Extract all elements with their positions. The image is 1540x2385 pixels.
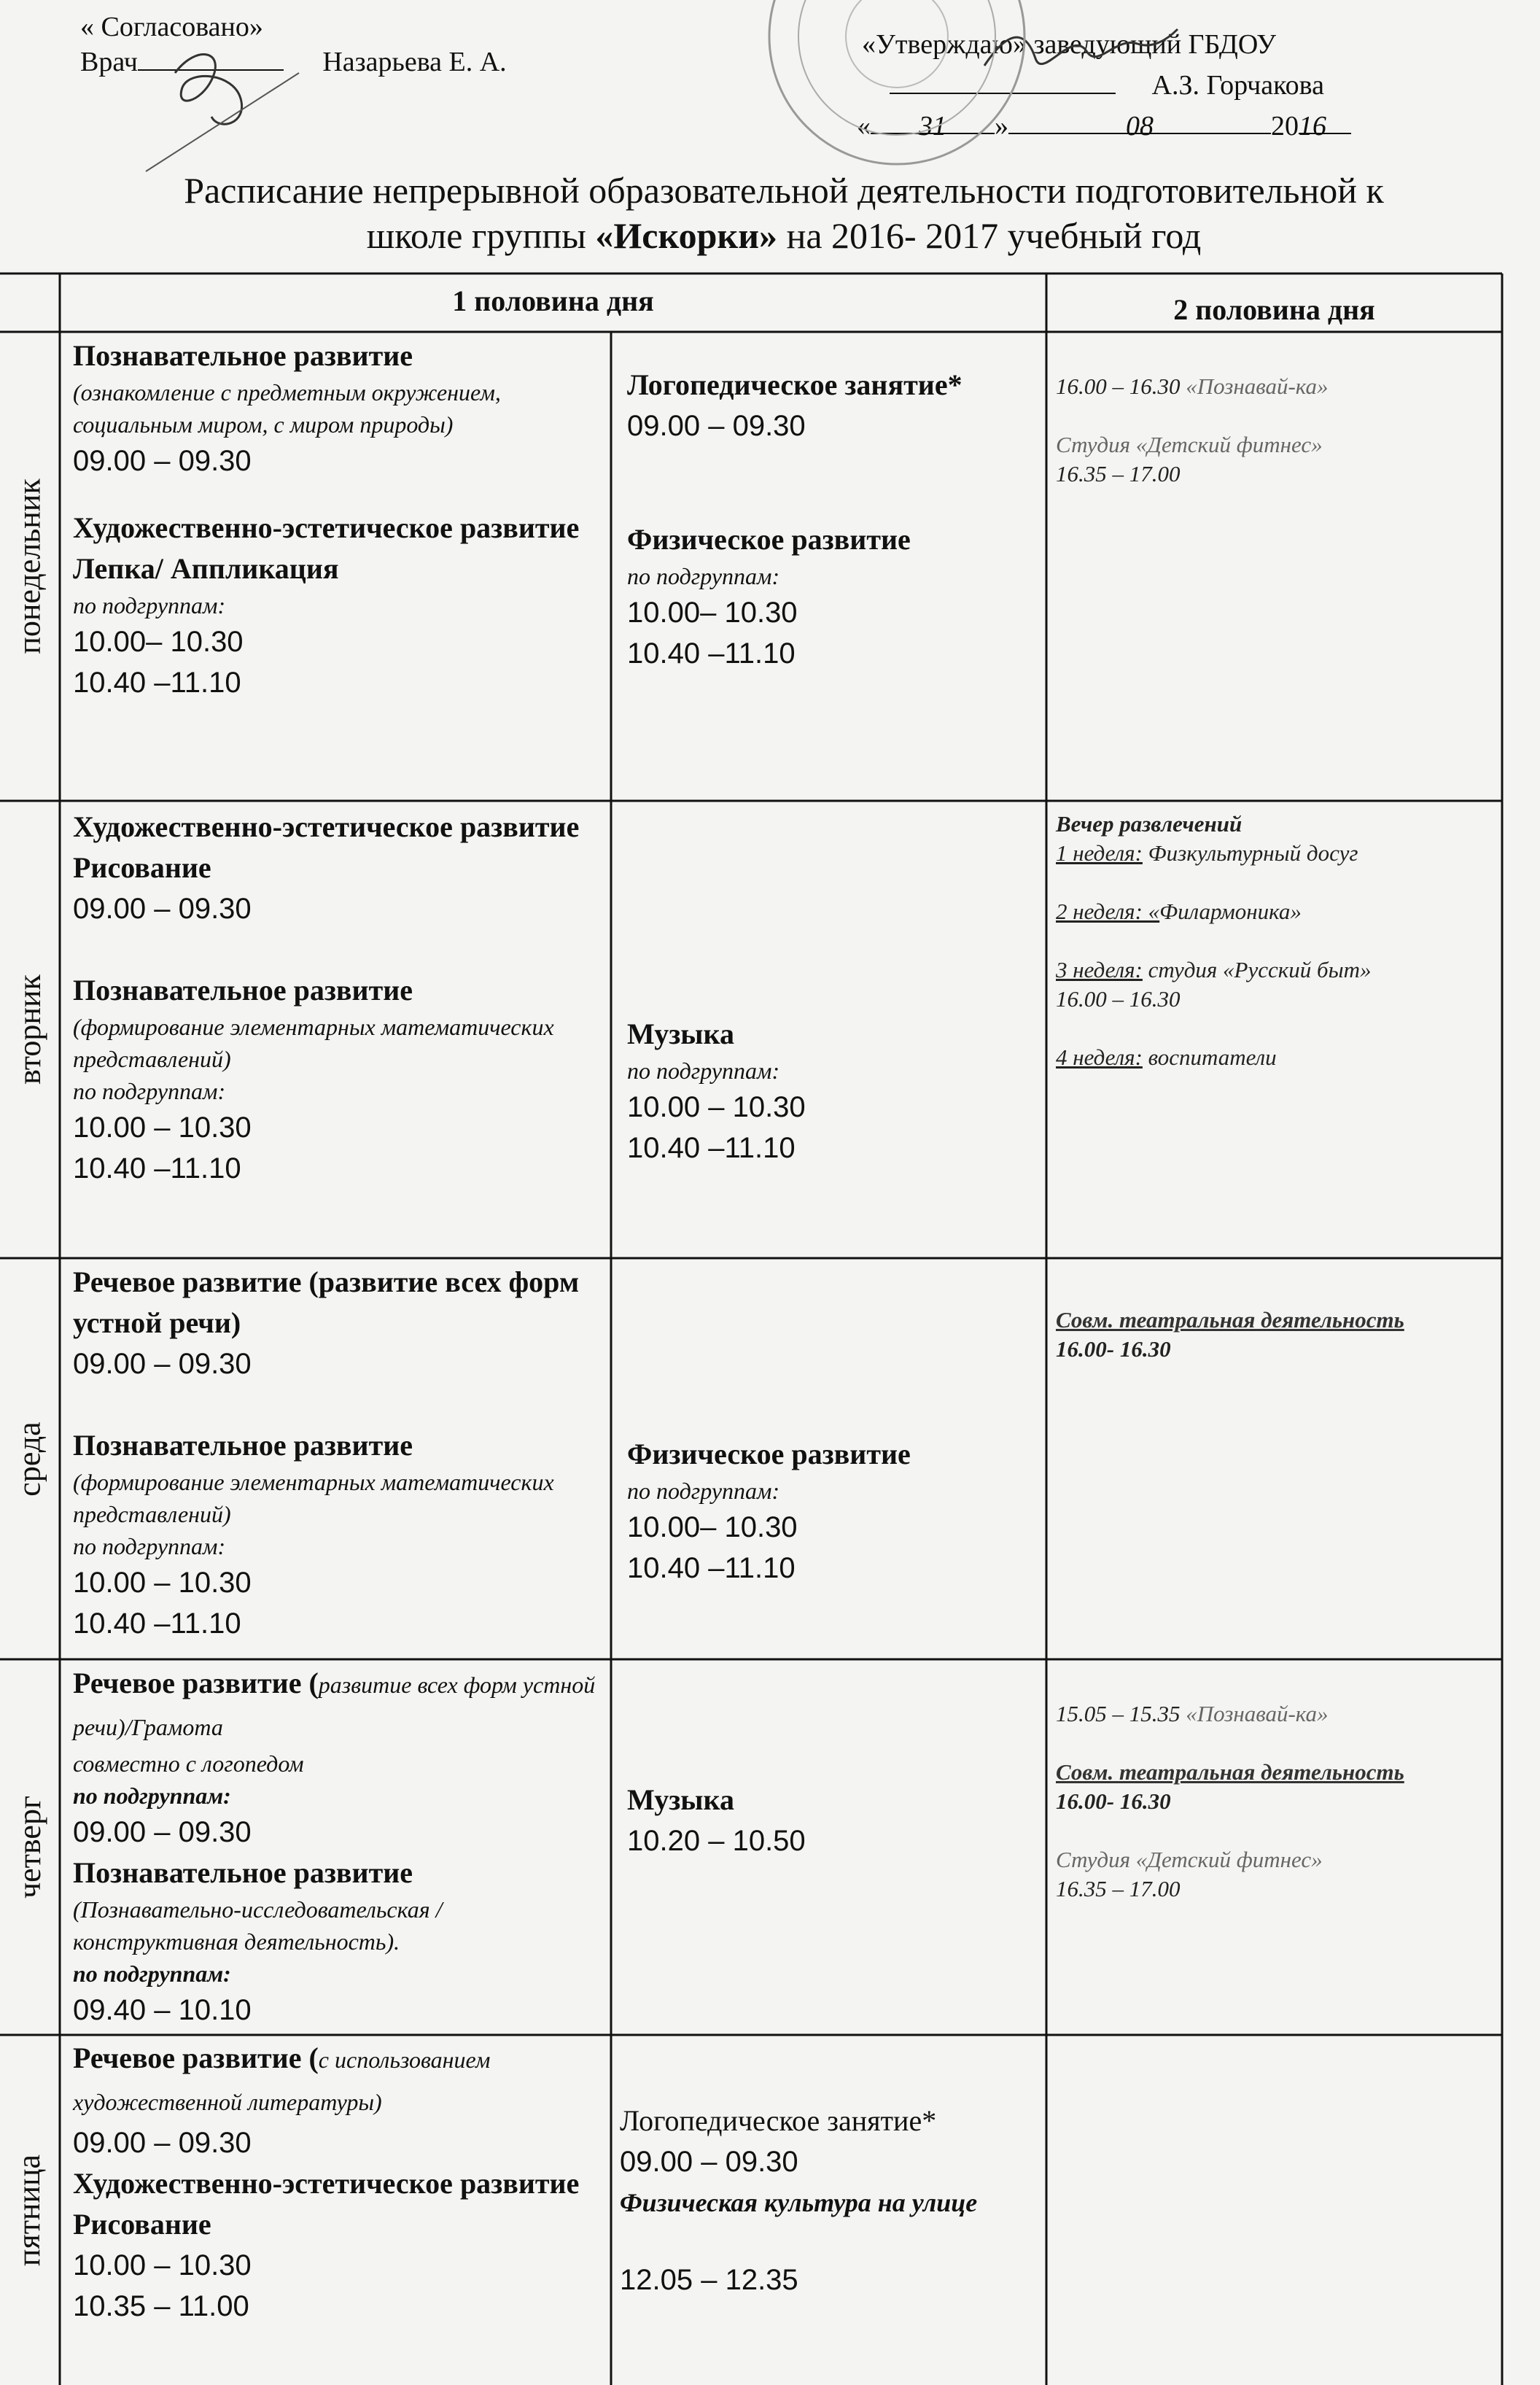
title-line-2-end: на 2016- 2017 учебный год — [777, 215, 1202, 256]
week-text: Филармоника» — [1159, 899, 1302, 924]
date-year-suffix: 16 — [1299, 109, 1351, 134]
activity-time: 10.00 – 10.30 — [73, 1567, 252, 1599]
wednesday-first-half-a — [73, 1262, 591, 1644]
activity-title: Познавательное развитие — [73, 339, 413, 372]
activity-time: 09.00 – 09.30 — [73, 2127, 252, 2159]
monday-second-half — [1056, 372, 1493, 489]
date-day: 31 — [871, 109, 995, 134]
activity-time: 10.00– 10.30 — [627, 597, 798, 629]
activity-time: 09.00 – 09.30 — [73, 1816, 252, 1848]
head-name: А.З. Горчакова — [1151, 70, 1324, 101]
group-name: «Искорки» — [595, 215, 778, 256]
activity-note: по подгруппам: — [627, 1478, 780, 1504]
activity-note: (формирование элементарных математических представлений) — [73, 1469, 554, 1527]
activity-title: Логопедическое занятие* — [620, 2104, 937, 2137]
activity-note: (формирование элементарных математических представлений) — [73, 1014, 554, 1072]
activity-title: Физическое развитие — [627, 1438, 911, 1470]
activity-title: Познавательное развитие — [73, 1856, 413, 1889]
activity-subtitle: Рисование — [73, 851, 211, 884]
activity-time: 10.00 – 10.30 — [73, 1112, 252, 1144]
activity-title: Речевое развитие (с использованием художественной литературы) — [73, 2041, 491, 2115]
activity-time: 10.00 – 10.30 — [627, 1091, 806, 1123]
activity-title: Музыка — [627, 1017, 734, 1050]
date-quote-open: « — [857, 111, 871, 141]
monday-first-half-a — [73, 336, 605, 703]
activity-time: 10.40 –11.10 — [73, 1152, 241, 1184]
activity-subtitle: Лепка/ Аппликация — [73, 552, 339, 585]
week-label: 2 неделя: « — [1056, 899, 1160, 924]
activity-title: Студия «Детский фитнес» — [1056, 1847, 1323, 1872]
activity-title: Совм. театральная деятельность — [1056, 1759, 1404, 1785]
monday-first-half-b — [627, 365, 1035, 674]
week-label: 1 неделя: — [1056, 840, 1143, 866]
activity-title: «Познавай-ка» — [1186, 1701, 1329, 1726]
agreed-label: « Согласовано» — [80, 12, 263, 42]
day-label-tuesday: вторник — [11, 974, 47, 1085]
activity-title: Художественно-эстетическое развитие — [73, 511, 580, 544]
activity-time: 09.00 – 09.30 — [73, 893, 252, 925]
activity-time: 10.40 –11.10 — [627, 1132, 796, 1164]
doctor-name: Назарьева Е. А. — [322, 47, 507, 77]
activity-time: 16.35 – 17.00 — [1056, 461, 1181, 486]
thursday-first-half-b — [627, 1780, 1035, 1861]
activity-title: Вечер развлечений — [1056, 811, 1242, 837]
header-second-half: 2 половина дня — [1173, 293, 1375, 326]
tuesday-first-half-b — [627, 1014, 1035, 1168]
week-text: Физкультурный досуг — [1142, 840, 1358, 866]
day-label-monday: понедельник — [11, 478, 47, 654]
activity-time: 09.00 – 09.30 — [73, 1348, 252, 1380]
activity-note: (Познавательно-исследовательская / конструктивная деятельность). — [73, 1896, 443, 1955]
activity-time: 09.40 – 10.10 — [73, 1994, 252, 2026]
week-text: воспитатели — [1142, 1044, 1277, 1070]
institution-stamp — [758, 0, 1035, 175]
activity-time: 10.00– 10.30 — [73, 626, 244, 658]
doctor-signature — [131, 29, 314, 175]
activity-time: 16.00- 16.30 — [1056, 1336, 1171, 1362]
activity-time: 10.40 –11.10 — [627, 1552, 796, 1584]
activity-time: 10.00– 10.30 — [627, 1511, 798, 1543]
day-label-friday: пятница — [11, 2154, 47, 2266]
tuesday-first-half-a — [73, 807, 605, 1189]
wednesday-first-half-b — [627, 1434, 1035, 1589]
date-month: 08 — [1008, 109, 1271, 134]
week-label: 4 неделя: — [1056, 1044, 1143, 1070]
activity-title: Студия «Детский фитнес» — [1056, 432, 1323, 457]
activity-time: 10.40 –11.10 — [73, 1608, 241, 1640]
activity-time: 10.35 – 11.00 — [73, 2290, 249, 2322]
thursday-first-half-a — [73, 1663, 605, 2031]
activity-note: по подгруппам: — [73, 592, 226, 618]
title-line-1: Расписание непрерывной образовательной деятельности подготовительной к — [184, 170, 1384, 211]
activity-title: Физическое развитие — [627, 523, 911, 556]
activity-title: Художественно-эстетическое развитие Рисование — [73, 2167, 580, 2241]
activity-note: по подгруппам: — [627, 1058, 780, 1084]
header-first-half: 1 половина дня — [452, 284, 654, 317]
thursday-second-half — [1056, 1699, 1493, 1904]
activity-title: Познавательное развитие — [73, 974, 413, 1007]
activity-time: 10.40 –11.10 — [627, 637, 796, 670]
week-label: 3 неделя: — [1056, 957, 1143, 982]
activity-note: по подгруппам: — [627, 563, 780, 589]
activity-title: Художественно-эстетическое развитие — [73, 810, 580, 843]
activity-title: Музыка — [627, 1783, 734, 1816]
activity-note: по подгруппам: — [73, 1783, 231, 1809]
activity-note: (ознакомление с предметным окружением, социальным миром, с миром природы) — [73, 379, 501, 438]
activity-title: Познавательное развитие — [73, 1429, 413, 1462]
activity-time: 12.05 – 12.35 — [620, 2264, 798, 2296]
activity-time: 16.00 – 16.30 — [1056, 986, 1181, 1012]
day-label-thursday: четверг — [11, 1796, 47, 1899]
activity-time: 16.00- 16.30 — [1056, 1788, 1171, 1814]
activity-note: по подгруппам: — [73, 1961, 231, 1987]
title-line-2 — [58, 213, 1509, 258]
activity-time: 16.00 – 16.30 — [1056, 373, 1186, 399]
wednesday-second-half — [1056, 1306, 1493, 1364]
day-label-wednesday: среда — [11, 1421, 47, 1497]
week-text: студия «Русский быт» — [1142, 957, 1372, 982]
activity-title: «Познавай-ка» — [1186, 373, 1329, 399]
doctor-label: Врач — [80, 47, 138, 77]
activity-note: по подгруппам: — [73, 1533, 226, 1559]
date-year-prefix: 20 — [1271, 111, 1299, 141]
activity-time: 09.00 – 09.30 — [627, 410, 806, 442]
activity-note: по подгруппам: — [73, 1078, 226, 1104]
activity-title: Речевое развитие (развитие всех форм устной речи) — [73, 1265, 580, 1339]
activity-time: 10.20 – 10.50 — [627, 1825, 806, 1857]
date-quote-close: » — [995, 111, 1008, 141]
activity-time: 10.00 – 10.30 — [73, 2249, 252, 2281]
activity-time: 09.00 – 09.30 — [620, 2146, 798, 2178]
activity-time: 09.00 – 09.30 — [73, 445, 252, 477]
activity-time: 16.35 – 17.00 — [1056, 1876, 1181, 1901]
title-line-2-start: школе группы — [366, 215, 596, 256]
activity-title: Совм. театральная деятельность — [1056, 1307, 1404, 1333]
activity-time: 10.40 –11.10 — [73, 667, 241, 699]
activity-note: совместно с логопедом — [73, 1750, 304, 1777]
activity-time: 15.05 – 15.35 — [1056, 1701, 1186, 1726]
tuesday-second-half — [1056, 810, 1493, 1072]
activity-title: Логопедическое занятие* — [627, 368, 962, 401]
friday-first-half-a — [73, 2038, 605, 2327]
friday-first-half-b — [620, 2101, 1035, 2300]
approve-label: «Утверждаю» заведующий ГБДОУ — [862, 29, 1277, 60]
activity-title: Речевое развитие (развитие всех форм устной речи)/Грамота — [73, 1667, 596, 1740]
activity-title: Физическая культура на улице — [620, 2188, 978, 2217]
document-title — [58, 168, 1509, 258]
